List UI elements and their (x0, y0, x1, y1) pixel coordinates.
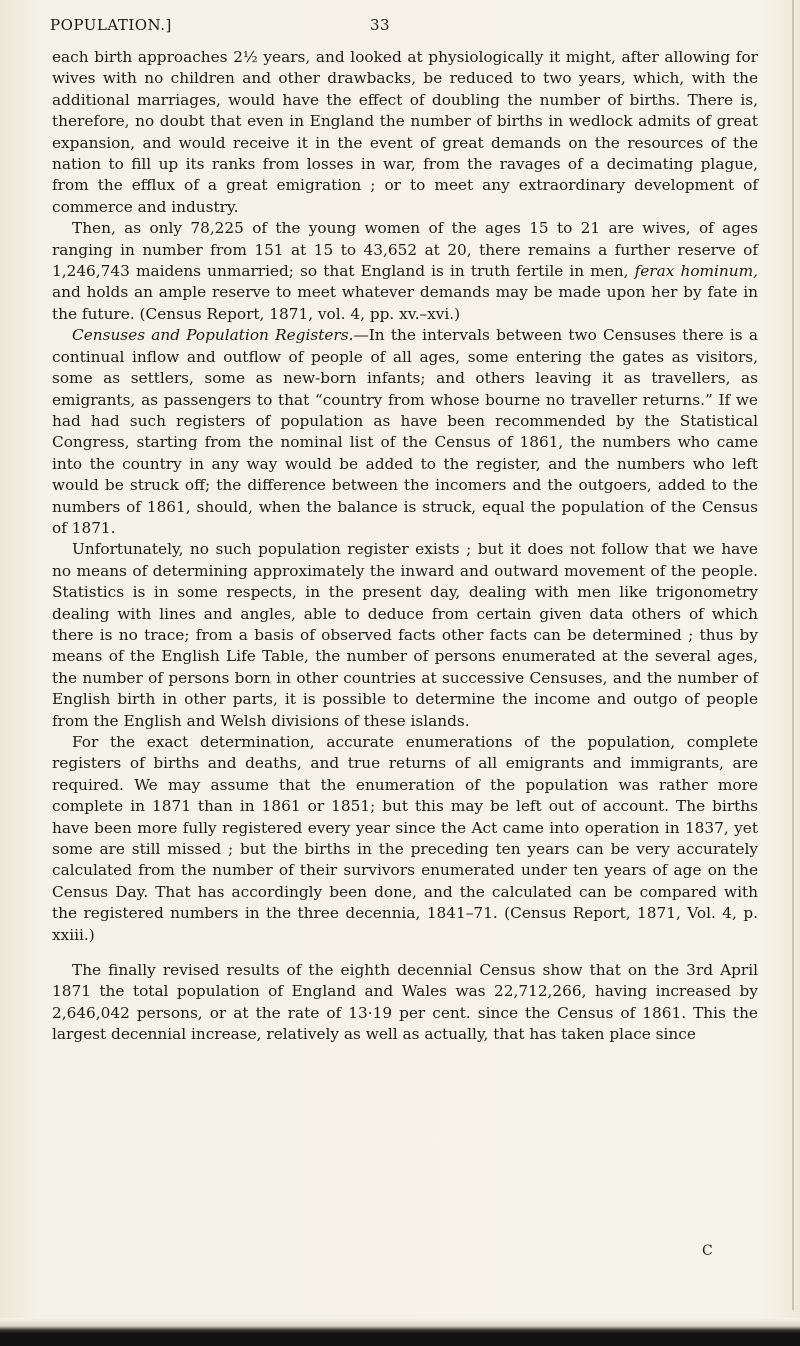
paragraph-6 (52, 960, 758, 1046)
paragraph-1-text: each birth approaches 2½ years, and looked at physiologically it might, after allowing for wives with no children and other drawbacks, be reduced to two years, which, with the additional marriages, would have the effect of doubling the number of births. There is, therefore, no doubt that even in England the number of births in wedlock admits of great expansion, and would receive it in the event of great demands on the resources of the nation to fill up its ranks from losses in war, from the ravages of a decimating plague, from the efflux of a great emigration ; or to meet any extraordinary development of commerce and industry. (52, 48, 758, 216)
page-edge-shadow (792, 0, 794, 1310)
signature-mark: C (702, 1243, 713, 1259)
paragraph-2-latin-phrase: ferax hominum, (634, 262, 758, 281)
scan-bottom-edge (0, 1318, 800, 1346)
page-header (50, 16, 760, 40)
paragraph-2 (52, 218, 758, 325)
paragraph-6-text: The finally revised results of the eighth decennial Census show that on the 3rd April 1871 the total population of England and Wales was 22,712,266, having increased by 2,646,042 persons, or at the rate of 13·19 per cent. since the Census of 1861. This the largest decennial increase, relatively as well as actually, that has taken place since (52, 961, 758, 1044)
paragraph-4 (52, 539, 758, 732)
running-head: POPULATION.] (50, 16, 172, 34)
section-heading-censuses: Censuses and Population Registers. (72, 326, 354, 345)
body-text (52, 47, 758, 1046)
paragraph-3-text: —In the intervals between two Censuses there is a continual inflow and outflow of people of all ages, some entering the gates as visitors, some as settlers, some as new-born infants; and others leaving it as travellers, as emigrants, as passengers to that “country from whose bourne no traveller returns.” If we had had such registers of population as have been recommended by the Statistical Congress, starting from the nominal list of the Census of 1861, the numbers who came into the country in any way would be added to the register, and the numbers who left would be struck off; the difference between the incomers and the outgoers, added to the numbers of 1861, should, when the balance is struck, equal the population of the Census of 1871. (52, 326, 758, 537)
paragraph-5-text: For the exact determination, accurate enumerations of the population, complete registers of births and deaths, and true returns of all emigrants and immigrants, are required. We may assume that the enumeration of the population was rather more complete in 1871 than in 1861 or 1851; but this may be left out of account. The births have been more fully registered every year since the Act came into operation in 1837, yet some are still missed ; but the births in the preceding ten years can be very accurately calculated from the number of their survivors enumerated under ten years of age on the Census Day. That has accordingly been done, and the calculated can be compared with the registered numbers in the three decennia, 1841–71. (Census Report, 1871, Vol. 4, p. xxiii.) (52, 733, 758, 944)
page-number: 33 (370, 16, 391, 34)
paragraph-2-text-a: Then, as only 78,225 of the young women of the ages 15 to 21 are wives, of ages ranging in number from 151 at 15 to 43,652 at 20, there remains a further reserve of 1,246,743 maidens unmarried; so that England is in truth fertile in men, (52, 219, 758, 281)
paragraph-2-text-b: and holds an ample reserve to meet whatever demands may be made upon her by fate in the future. (Census Report, 1871, vol. 4, pp. xv.–xvi.) (52, 283, 758, 323)
paragraph-3 (52, 325, 758, 539)
paragraph-5 (52, 732, 758, 946)
paragraph-1 (52, 47, 758, 218)
paragraph-4-text: Unfortunately, no such population register exists ; but it does not follow that we have no means of determining approximately the inward and outward movement of the people. Statistics is in some respects, in the present day, dealing with men like trigonometry dealing with lines and angles, able to deduce from certain given data others of which there is no trace; from a basis of observed facts other facts can be determined ; thus by means of the English Life Table, the number of persons enumerated at the several ages, the number of persons born in other countries at successive Censuses, and the number of English birth in other parts, it is possible to determine the income and outgo of people from the English and Welsh divisions of these islands. (52, 540, 758, 730)
